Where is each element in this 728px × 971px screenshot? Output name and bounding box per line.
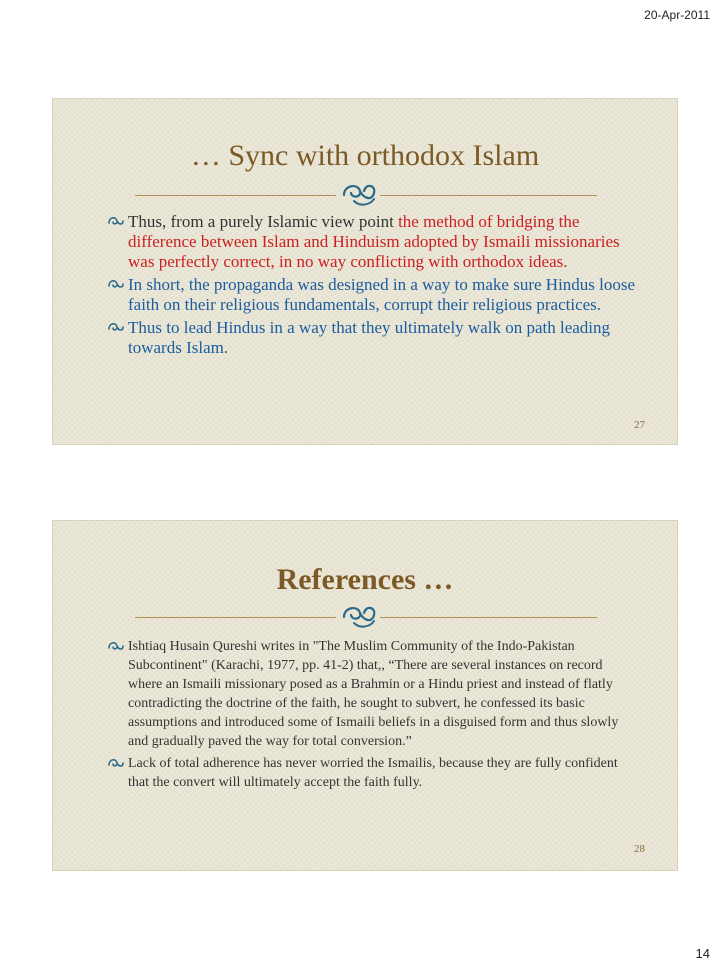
list-item [53, 275, 637, 315]
bullet-ornament-icon [107, 321, 125, 335]
slide-number: 28 [634, 843, 645, 855]
slide-title: … Sync with orthodox Islam [190, 139, 540, 172]
bullet-list [53, 637, 637, 795]
list-item [53, 637, 637, 751]
bullet-ornament-icon [107, 278, 125, 292]
bullet-text: Thus, from a purely Islamic view point [128, 212, 399, 231]
list-item [53, 212, 637, 272]
bullet-list [53, 212, 637, 361]
bullet-ornament-icon [107, 640, 125, 654]
bullet-text: In short, the propaganda was designed in a way to make sure Hindus loose faith on their religious fundamentals, corrupt their religious practices. [128, 275, 636, 314]
bullet-ornament-icon [107, 215, 125, 229]
bullet-text: Ishtiaq Husain Qureshi writes in "The Muslim Community of the Indo-Pakistan Subcontinent" (Karachi, 1977, pp. 41-2) that,, “There are several instances on record where an Ismaili missionary posed as a Brahmin or a Hindu priest and instead of flatly contradicting the doctrine of the faith, he sought to subvert, he confessed its basic assumptions and introduced some of Ismaili beliefs in a disguised form and thus slowly and gradually paved the way for total conversion.” [128, 639, 619, 749]
bullet-text: Thus to lead Hindus in a way that they ultimately walk on path leading towards Islam. [128, 318, 611, 357]
page-number: 14 [695, 946, 710, 961]
ornament-icon [336, 601, 380, 631]
bullet-text-highlight: the method of bridging the difference between Islam and Hinduism adopted by Ismaili missionaries was perfectly correct, in no way conflicting with orthodox ideas. [128, 212, 620, 271]
ornament-icon [336, 179, 380, 209]
slide-number: 27 [634, 419, 645, 431]
slide-title: References … [276, 563, 454, 596]
slide-27 [52, 98, 678, 445]
bullet-ornament-icon [107, 757, 125, 771]
list-item [53, 318, 637, 358]
list-item [53, 754, 637, 792]
bullet-text: Lack of total adherence has never worried the Ismailis, because they are fully confident that the convert will ultimately accept the faith fully. [128, 756, 618, 790]
slide-28 [52, 520, 678, 871]
header-date: 20-Apr-2011 [644, 8, 710, 22]
